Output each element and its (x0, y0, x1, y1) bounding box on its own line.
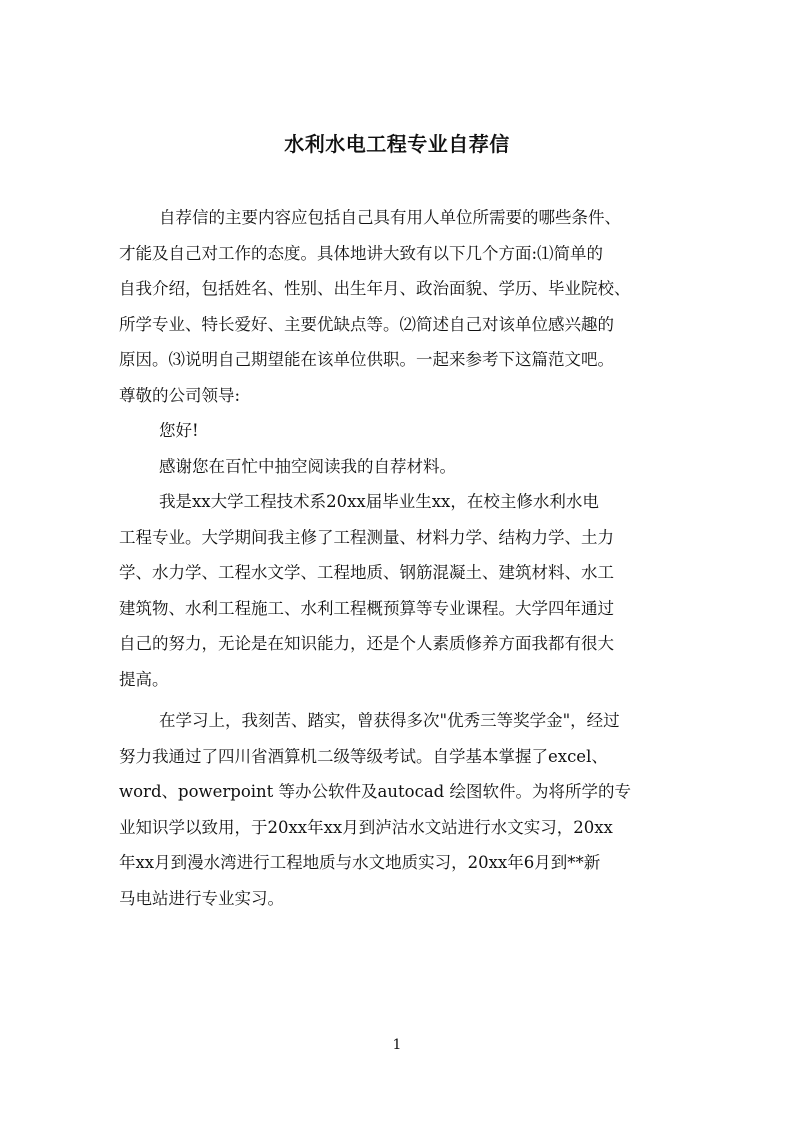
body-line: word、powerpoint 等办公软件及autocad 绘图软件。为将所学的专 (119, 782, 631, 801)
body-line: 提高。 (119, 669, 169, 689)
document-body (119, 200, 679, 916)
body-line: 我是xx大学工程技术系20xx届毕业生xx，在校主修水利水电 (159, 492, 599, 511)
salutation: 尊敬的公司领导: (119, 385, 241, 405)
document-title: 水利水电工程专业自荐信 (284, 132, 510, 156)
body-line: 自荐信的主要内容应包括自己具有用人单位所需要的哪些条件、 (159, 208, 621, 227)
body-line: 学、水力学、工程水文学、工程地质、钢筋混凝土、建筑材料、水工 (119, 563, 614, 582)
body-line: 在学习上，我刻苦、踏实，曾获得多次"优秀三等奖学金"，经过 (159, 711, 620, 730)
body-line: 感谢您在百忙中抽空阅读我的自荐材料。 (159, 456, 456, 476)
body-line: 所学专业、特长爱好、主要优缺点等。⑵简述自己对该单位感兴趣的 (119, 314, 614, 334)
body-line: 工程专业。大学期间我主修了工程测量、材料力学、结构力学、土力 (119, 527, 614, 547)
body-line: 马电站进行专业实习。 (119, 888, 284, 908)
body-line: 努力我通过了四川省酒算机二级等级考试。自学基本掌握了excel、 (119, 746, 608, 766)
body-line: 自我介绍，包括姓名、性别、出生年月、政治面貌、学历、毕业院校、 (119, 279, 631, 298)
page-number: 1 (392, 1037, 402, 1053)
body-line: 原因。⑶说明自己期望能在该单位供职。一起来参考下这篇范文吧。 (119, 350, 614, 369)
body-line: 年xx月到漫水湾进行工程地质与水文地质实习，20xx年6月到**新 (119, 853, 601, 872)
greeting: 您好! (159, 421, 199, 440)
body-line: 自己的努力，无论是在知识能力，还是个人素质修养方面我都有很大 (119, 634, 614, 653)
body-line: 业知识学以致用，于20xx年xx月到泸沽水文站进行水文实习，20xx (119, 817, 613, 837)
body-line: 建筑物、水利工程施工、水利工程概预算等专业课程。大学四年通过 (119, 598, 614, 618)
body-line: 才能及自己对工作的态度。具体地讲大致有以下几个方面:⑴简单的 (119, 243, 604, 263)
